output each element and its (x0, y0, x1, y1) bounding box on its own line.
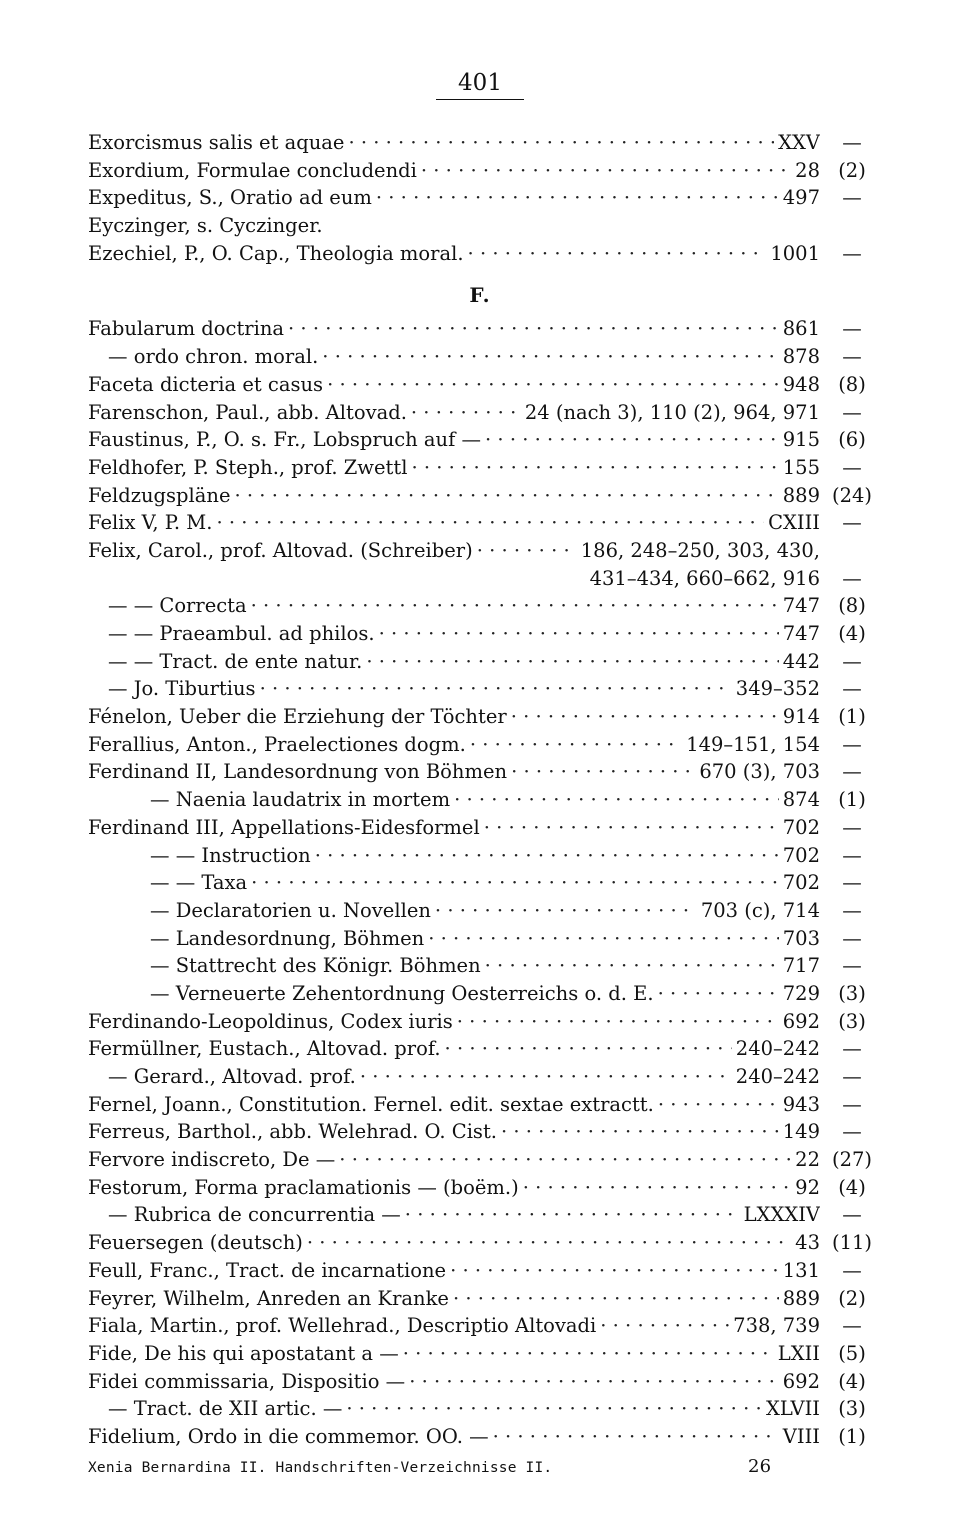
entry-note: — (842, 954, 862, 978)
dot-leader (405, 1201, 740, 1229)
entry-main (150, 925, 820, 953)
index-entry (0, 212, 960, 240)
entry-note: (3) (838, 1397, 866, 1421)
entry-reference: CXIII (768, 511, 820, 535)
entry-note: (4) (838, 1175, 866, 1199)
entry-reference: 186, 248–250, 303, 430, (580, 538, 820, 562)
index-entry (0, 1118, 960, 1146)
entry-title: Feyrer, Wilhelm, Anreden an Kranke (88, 1286, 449, 1310)
entry-note: — (842, 1258, 862, 1282)
dot-leader (251, 869, 779, 897)
entry-main (88, 1257, 820, 1285)
entry-note: — (842, 317, 862, 341)
entry-note: (5) (838, 1341, 866, 1365)
entry-reference: 878 (782, 345, 820, 369)
entry-main (88, 426, 820, 454)
entry-main (88, 1229, 820, 1257)
entry-main (88, 1091, 820, 1119)
dot-leader (379, 620, 779, 648)
entry-title: — — Correcta (108, 594, 247, 618)
entry-note: — (842, 843, 862, 867)
entry-main (150, 897, 820, 925)
index-entry (0, 842, 960, 870)
footer-title: Xenia Bernardina II. Handschriften-Verzeichnisse II. (88, 1460, 553, 1476)
entry-title: Exorcismus salis et aquae (88, 131, 345, 154)
entry-note: (11) (831, 1231, 873, 1255)
entry-reference: 155 (782, 455, 820, 479)
entry-note: — (842, 871, 862, 895)
dot-leader (216, 509, 764, 537)
entry-main (108, 1063, 820, 1091)
entry-title: Fide, De his qui apostatant a — (88, 1341, 399, 1365)
entry-title: Feldzugspläne (88, 483, 231, 507)
index-entry (0, 426, 960, 454)
dot-leader (339, 1146, 791, 1174)
index-entry (0, 786, 960, 814)
entry-main (88, 1118, 820, 1146)
entry-title: Ferdinand II, Landesordnung von Böhmen (88, 760, 508, 784)
dot-leader (260, 675, 732, 703)
index-entry (0, 897, 960, 925)
entry-title: — Verneuerte Zehentordnung Oesterreichs o. d. E. (150, 981, 654, 1005)
index-entry (0, 703, 960, 731)
entry-main (150, 842, 820, 870)
entry-reference: 43 (795, 1231, 820, 1255)
entry-title: Felix, Carol., prof. Altovad. (Schreiber) (88, 538, 473, 562)
index-entry (0, 648, 960, 676)
index-entry (0, 454, 960, 482)
dot-leader (307, 1229, 791, 1257)
entry-title: Fidelium, Ordo in die commemor. OO. — (88, 1424, 489, 1448)
entry-reference: VIII (782, 1424, 820, 1448)
entry-reference: 914 (782, 705, 820, 729)
index-entry (0, 592, 960, 620)
dot-leader (453, 1285, 779, 1313)
entry-note: (8) (838, 372, 866, 396)
dot-leader (477, 537, 577, 565)
entry-main (88, 537, 820, 565)
index-entry (0, 1063, 960, 1091)
dot-leader (501, 1118, 779, 1146)
entry-title: — Naenia laudatrix in mortem (150, 788, 451, 812)
entry-title: — — Taxa (150, 871, 248, 895)
entry-note: (2) (838, 158, 866, 182)
entry-note: (3) (838, 1009, 866, 1033)
entry-title: Expeditus, S., Oratio ad eum (88, 186, 372, 210)
entry-reference: 497 (782, 186, 820, 210)
entry-note: (8) (838, 594, 866, 618)
entry-main (88, 482, 820, 510)
entry-reference: 889 (782, 483, 820, 507)
entry-main (88, 1340, 820, 1368)
dot-leader (288, 315, 779, 343)
entry-main (108, 620, 820, 648)
entry-note: (3) (838, 981, 866, 1005)
index-entry (0, 343, 960, 371)
entry-note: (27) (831, 1148, 873, 1172)
entry-main (150, 786, 820, 814)
index-entry (0, 1229, 960, 1257)
dot-leader (403, 1340, 774, 1368)
section-letter: F. (469, 283, 491, 308)
signature-mark: 26 (748, 1456, 772, 1477)
entry-note: — (842, 241, 862, 265)
entry-main (108, 592, 820, 620)
entry-reference: 889 (782, 1286, 820, 1310)
dot-leader (485, 952, 779, 980)
entry-note: — (842, 1120, 862, 1144)
dot-leader (435, 897, 697, 925)
entry-note: — (842, 511, 862, 535)
entry-title: Fermüllner, Eustach., Altovad. prof. (88, 1037, 441, 1061)
entry-reference: 670 (3), 703 (699, 760, 820, 784)
index-entry (0, 1174, 960, 1202)
entry-main (108, 1201, 820, 1229)
entry-main (88, 758, 820, 786)
entry-reference: 240–242 (735, 1065, 820, 1088)
entry-note: (1) (838, 705, 866, 729)
index-entry (0, 1091, 960, 1119)
entry-main (150, 980, 820, 1008)
entry-main (88, 814, 820, 842)
entry-reference: LXXXIV (743, 1203, 820, 1227)
index-entry (0, 1008, 960, 1036)
index-entry (0, 869, 960, 897)
entry-reference: 874 (782, 788, 820, 812)
entry-title: Eyczinger, s. Cyczinger. (88, 214, 323, 238)
index-entry-list (0, 129, 960, 1451)
entry-note: — (842, 815, 862, 839)
dot-leader (411, 454, 778, 482)
dot-leader (88, 565, 590, 593)
entry-reference: 442 (782, 649, 820, 673)
entry-note: — (842, 677, 862, 701)
entry-main (88, 399, 820, 427)
entry-reference: 131 (782, 1258, 820, 1282)
entry-title: — Stattrecht des Königr. Böhmen (150, 954, 481, 978)
entry-title: — Tract. de XII artic. — (108, 1397, 343, 1421)
entry-title: Festorum, Forma praclamationis — (boëm.) (88, 1175, 519, 1199)
index-entry (0, 240, 960, 268)
entry-reference: 692 (782, 1369, 820, 1393)
dot-leader (315, 842, 779, 870)
entry-note: — (842, 732, 862, 756)
page-footer (88, 1456, 778, 1477)
dot-leader (360, 1063, 732, 1091)
entry-title: Ferdinando-Leopoldinus, Codex iuris (88, 1009, 453, 1033)
entry-title: Farenschon, Paul., abb. Altovad. (88, 400, 407, 424)
entry-note: — (842, 1203, 862, 1227)
entry-main (150, 869, 820, 897)
entry-note: — (842, 345, 862, 369)
entry-main (88, 371, 820, 399)
entry-main (88, 1174, 820, 1202)
dot-leader (346, 1395, 762, 1423)
entry-title: — Gerard., Altovad. prof. (108, 1065, 356, 1088)
entry-note: (1) (838, 788, 866, 812)
entry-reference: 747 (782, 622, 820, 645)
dot-leader (450, 1257, 779, 1285)
entry-title: — ordo chron. moral. (108, 345, 319, 369)
entry-reference: 702 (782, 871, 820, 895)
entry-note: — (842, 1037, 862, 1061)
dot-leader (366, 648, 778, 676)
entry-title: — — Tract. de ente natur. (108, 649, 363, 673)
entry-title: Felix V, P. M. (88, 511, 213, 535)
dot-leader (323, 212, 820, 240)
entry-reference: 703 (782, 926, 820, 950)
entry-main (88, 703, 820, 731)
entry-main (88, 1423, 820, 1451)
entry-title: Fiala, Martin., prof. Wellehrad., Descriptio Altovadi (88, 1314, 597, 1338)
entry-note: (4) (838, 1369, 866, 1393)
entry-reference: 861 (782, 317, 820, 341)
entry-main (88, 1285, 820, 1313)
entry-main (108, 675, 820, 703)
entry-reference: 240–242 (735, 1037, 820, 1061)
entry-title: — Landesordnung, Böhmen (150, 926, 425, 950)
entry-note: (6) (838, 428, 866, 452)
entry-reference: XLVII (765, 1397, 820, 1421)
entry-reference: LXII (777, 1341, 820, 1365)
entry-reference: 149–151, 154 (686, 732, 820, 756)
index-entry (0, 1035, 960, 1063)
dot-leader (484, 814, 779, 842)
entry-main (88, 157, 820, 185)
entry-reference: 948 (782, 372, 820, 396)
entry-main (88, 1312, 820, 1340)
dot-leader (511, 758, 695, 786)
index-entry (0, 1201, 960, 1229)
entry-title: Ferallius, Anton., Praelectiones dogm. (88, 732, 466, 756)
index-entry (0, 565, 960, 593)
dot-leader (235, 482, 779, 510)
entry-reference: 24 (nach 3), 110 (2), 964, 971 (524, 400, 820, 424)
index-entry (0, 184, 960, 212)
entry-main (108, 1395, 820, 1423)
entry-reference: 431–434, 660–662, 916 (589, 566, 820, 590)
entry-main (88, 1008, 820, 1036)
entry-reference: 702 (782, 843, 820, 867)
index-entry (0, 315, 960, 343)
index-entry (0, 731, 960, 759)
entry-note: — (842, 1065, 862, 1088)
dot-leader (600, 1312, 729, 1340)
dot-leader (251, 592, 779, 620)
entry-title: Fabularum doctrina (88, 317, 285, 341)
entry-note: — (842, 400, 862, 424)
entry-title: Feldhofer, P. Steph., prof. Zwettl (88, 455, 408, 479)
index-entry (0, 537, 960, 565)
entry-reference: 349–352 (735, 677, 820, 701)
entry-reference: XXV (778, 131, 820, 154)
dot-leader (523, 1174, 791, 1202)
index-entry (0, 1368, 960, 1396)
index-entry (0, 1257, 960, 1285)
entry-main (88, 1035, 820, 1063)
entry-title: Fénelon, Ueber die Erziehung der Töchter (88, 705, 507, 729)
dot-leader (327, 371, 779, 399)
index-entry (0, 1340, 960, 1368)
entry-note: — (842, 1314, 862, 1338)
entry-note: — (842, 898, 862, 922)
entry-title: Ezechiel, P., O. Cap., Theologia moral. (88, 241, 464, 265)
index-entry (0, 1285, 960, 1313)
entry-title: Fidei commissaria, Dispositio — (88, 1369, 406, 1393)
entry-reference: 92 (795, 1175, 820, 1199)
entry-note: (2) (838, 1286, 866, 1310)
index-entry (0, 371, 960, 399)
entry-main (88, 565, 820, 593)
index-entry (0, 482, 960, 510)
entry-note: (1) (838, 1424, 866, 1448)
entry-reference: 703 (c), 714 (700, 898, 820, 922)
entry-reference: 702 (782, 815, 820, 839)
dot-leader (454, 786, 779, 814)
dot-leader (468, 240, 767, 268)
dot-leader (493, 1423, 779, 1451)
dot-leader (348, 129, 774, 157)
entry-main (88, 454, 820, 482)
index-entry (0, 814, 960, 842)
index-entry (0, 1146, 960, 1174)
entry-note: — (842, 186, 862, 210)
entry-title: Fervore indiscreto, De — (88, 1148, 336, 1172)
entry-title: — Rubrica de concurrentia — (108, 1203, 401, 1227)
entry-note: — (842, 455, 862, 479)
entry-note: — (842, 649, 862, 673)
dot-leader (485, 426, 779, 454)
entry-title: Feull, Franc., Tract. de incarnatione (88, 1258, 447, 1282)
index-entry (0, 129, 960, 157)
index-entry (0, 620, 960, 648)
dot-leader (511, 703, 779, 731)
index-entry (0, 399, 960, 427)
index-entry (0, 925, 960, 953)
entry-reference: 717 (782, 954, 820, 978)
entry-reference: 1001 (770, 241, 820, 265)
entry-main (108, 648, 820, 676)
entry-reference: 692 (782, 1009, 820, 1033)
dot-leader (411, 399, 521, 427)
entry-main (88, 1146, 820, 1174)
entry-title: Faceta dicteria et casus (88, 372, 324, 396)
index-entry (0, 952, 960, 980)
entry-reference: 915 (782, 428, 820, 452)
entry-main (88, 212, 820, 240)
page-number: 401 (0, 70, 960, 100)
dot-leader (658, 1091, 779, 1119)
entry-title: — — Instruction (150, 843, 311, 867)
entry-main (88, 184, 820, 212)
entry-title: Exordium, Formulae concludendi (88, 158, 417, 182)
entry-title: — — Praeambul. ad philos. (108, 622, 375, 645)
entry-note: — (842, 926, 862, 950)
dot-leader (376, 184, 779, 212)
dot-leader (457, 1008, 779, 1036)
index-entry (0, 1395, 960, 1423)
index-entry (0, 1423, 960, 1451)
entry-reference: 729 (782, 981, 820, 1005)
entry-main (150, 952, 820, 980)
entry-reference: 149 (782, 1120, 820, 1144)
entry-reference: 943 (782, 1092, 820, 1116)
entry-main (88, 315, 820, 343)
entry-title: — Jo. Tiburtius (108, 677, 256, 701)
entry-reference: 22 (795, 1148, 820, 1172)
index-entry (0, 980, 960, 1008)
dot-leader (445, 1035, 732, 1063)
index-entry (0, 675, 960, 703)
entry-main (108, 343, 820, 371)
index-entry (0, 1312, 960, 1340)
entry-main (88, 1368, 820, 1396)
entry-title: — Declaratorien u. Novellen (150, 898, 431, 922)
entry-main (88, 129, 820, 157)
entry-title: Ferreus, Barthol., abb. Welehrad. O. Cist. (88, 1120, 497, 1144)
dot-leader (421, 157, 791, 185)
index-entry (0, 758, 960, 786)
dot-leader (409, 1368, 779, 1396)
entry-title: Fernel, Joann., Constitution. Fernel. edit. sextae extractt. (88, 1092, 654, 1116)
index-entry (0, 157, 960, 185)
entry-main (88, 509, 820, 537)
entry-note: — (842, 566, 862, 590)
entry-note: (24) (831, 483, 873, 507)
dot-leader (322, 343, 778, 371)
index-entry (0, 509, 960, 537)
entry-reference: 28 (795, 158, 820, 182)
entry-note: — (842, 760, 862, 784)
dot-leader (428, 925, 779, 953)
entry-main (88, 731, 820, 759)
entry-main (88, 240, 820, 268)
entry-title: Ferdinand III, Appellations-Eidesformel (88, 815, 480, 839)
entry-note: — (842, 131, 862, 154)
dot-leader (470, 731, 682, 759)
entry-note: — (842, 1092, 862, 1116)
entry-reference: 738, 739 (733, 1314, 820, 1338)
entry-reference: 747 (782, 594, 820, 618)
section-heading (0, 267, 960, 315)
dot-leader (658, 980, 779, 1008)
entry-note: (4) (838, 622, 866, 645)
entry-title: Faustinus, P., O. s. Fr., Lobspruch auf — (88, 428, 482, 452)
entry-title: Feuersegen (deutsch) (88, 1231, 303, 1255)
